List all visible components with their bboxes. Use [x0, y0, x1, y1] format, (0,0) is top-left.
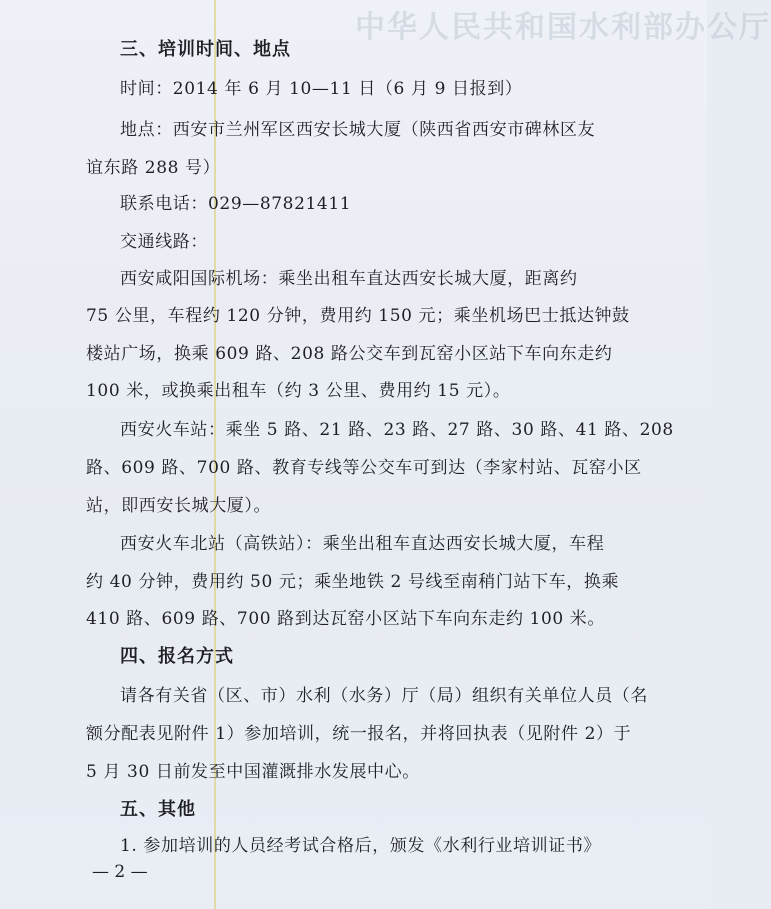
paragraph-time: 时间：2014 年 6 月 10—11 日（6 月 9 日报到） [120, 79, 523, 99]
section-heading-other: 五、其他 [120, 799, 196, 820]
paragraph-railway-1: 西安火车站：乘坐 5 路、21 路、23 路、27 路、30 路、41 路、208 [120, 420, 674, 440]
paragraph-north-station-2: 约 40 分钟，费用约 50 元；乘坐地铁 2 号线至南稍门站下车，换乘 [86, 572, 620, 592]
section-heading-time-location: 三、培训时间、地点 [120, 39, 291, 60]
paragraph-transport-label: 交通线路： [120, 232, 208, 252]
paragraph-other-1: 1. 参加培训的人员经考试合格后，颁发《水利行业培训证书》 [120, 836, 602, 856]
section-heading-registration: 四、报名方式 [120, 646, 234, 667]
bleed-through-header: 中华人民共和国水利部办公厅 [355, 10, 771, 45]
paragraph-airport-1: 西安咸阳国际机场：乘坐出租车直达西安长城大厦，距离约 [120, 269, 578, 289]
paragraph-airport-2: 75 公里，车程约 120 分钟，费用约 150 元；乘坐机场巴士抵达钟鼓 [86, 306, 630, 326]
page-number: — 2 — [92, 862, 148, 882]
paragraph-location: 地点：西安市兰州军区西安长城大厦（陕西省西安市碑林区友 [120, 120, 596, 140]
paragraph-airport-3: 楼站广场，换乘 609 路、208 路公交车到瓦窑小区站下车向东走约 [86, 344, 613, 364]
paragraph-railway-2: 路、609 路、700 路、教育专线等公交车可到达（李家村站、瓦窑小区 [86, 458, 642, 478]
paragraph-registration-1: 请各有关省（区、市）水利（水务）厅（局）组织有关单位人员（名 [120, 686, 648, 706]
paragraph-registration-2: 额分配表见附件 1）参加培训，统一报名，并将回执表（见附件 2）于 [86, 724, 632, 744]
paragraph-railway-3: 站，即西安长城大厦）。 [86, 496, 272, 516]
paragraph-location-cont: 谊东路 288 号） [86, 158, 221, 178]
paragraph-phone: 联系电话：029—87821411 [120, 194, 352, 214]
paragraph-registration-3: 5 月 30 日前发至中国灌溉排水发展中心。 [86, 762, 420, 782]
paragraph-north-station-1: 西安火车北站（高铁站）：乘坐出租车直达西安长城大厦，车程 [120, 534, 605, 554]
paragraph-north-station-3: 410 路、609 路、700 路到达瓦窑小区站下车向东走约 100 米。 [86, 609, 606, 629]
paragraph-airport-4: 100 米，或换乘出租车（约 3 公里、费用约 15 元）。 [86, 381, 511, 401]
